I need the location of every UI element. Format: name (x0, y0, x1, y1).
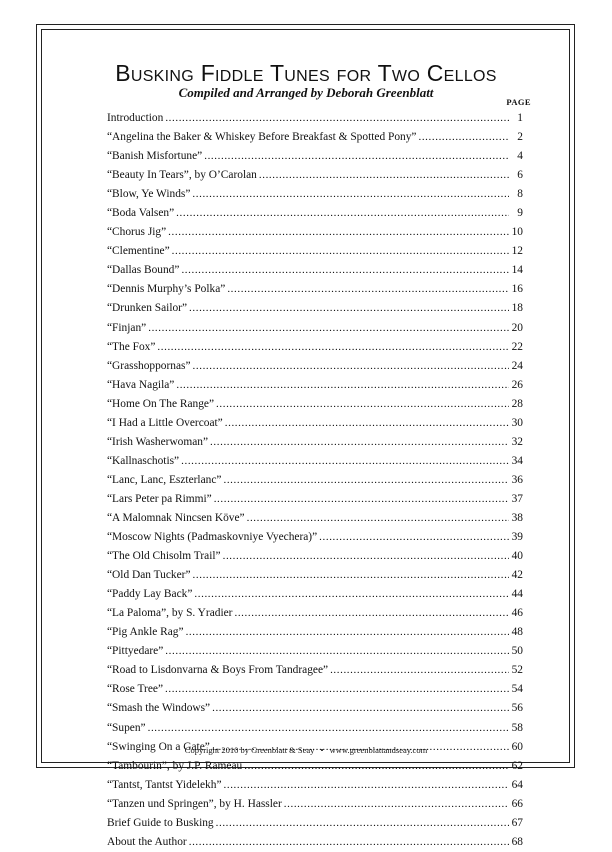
toc-entry-title: “Pig Ankle Rag” (107, 626, 184, 639)
toc-leader-dots (176, 376, 509, 395)
book-subtitle: Compiled and Arranged by Deborah Greenblatt (178, 85, 434, 100)
toc-entry-page: 38 (511, 511, 523, 524)
toc-entry-page: 50 (511, 645, 523, 658)
toc-entry-page: 44 (511, 588, 523, 601)
toc-entry (107, 223, 523, 242)
toc-leader-dots (210, 433, 509, 452)
toc-leader-dots (189, 833, 509, 852)
toc-entry-title: “Boda Valsen” (107, 207, 175, 220)
toc-entry (107, 585, 523, 604)
toc-entry-page: 64 (511, 778, 523, 791)
toc-leader-dots (157, 338, 509, 357)
toc-entry (107, 471, 523, 490)
toc-entry-title: “Grasshoppornas” (107, 359, 191, 372)
toc-entry (107, 795, 523, 814)
toc-entry-title: “Lars Peter pa Rimmi” (107, 492, 212, 505)
toc-entry-title: “Pittyedare” (107, 645, 164, 658)
toc-entry (107, 661, 523, 680)
toc-entry-page: 12 (511, 245, 523, 258)
toc-entry-title: “Home On The Range” (107, 397, 215, 410)
toc-leader-dots (148, 719, 509, 738)
toc-entry (107, 242, 523, 261)
toc-entry (107, 699, 523, 718)
toc-leader-dots (418, 128, 509, 147)
toc-entry-page: 40 (511, 550, 523, 563)
book-title: Busking Fiddle Tunes for Two Cellos (115, 60, 497, 86)
toc-entry (107, 509, 523, 528)
toc-leader-dots (216, 814, 509, 833)
toc-entry (107, 490, 523, 509)
toc-entry (107, 319, 523, 338)
toc-entry-title: “Dennis Murphy’s Polka” (107, 283, 226, 296)
toc-leader-dots (225, 414, 509, 433)
toc-entry-page: 18 (511, 302, 523, 315)
toc-entry-page: 54 (511, 683, 523, 696)
toc-entry (107, 128, 523, 147)
toc-entry (107, 204, 523, 223)
toc-entry-title: Brief Guide to Busking (107, 816, 214, 829)
toc-leader-dots (259, 166, 509, 185)
toc-entry-title: “Finjan” (107, 321, 147, 334)
toc-leader-dots (192, 185, 509, 204)
toc-leader-dots (223, 471, 509, 490)
toc-entry-page: 16 (511, 283, 523, 296)
toc-entry-page: 24 (511, 359, 523, 372)
toc-entry-title: “Smash the Windows” (107, 702, 211, 715)
toc-leader-dots (227, 280, 509, 299)
toc-entry-title: “Old Dan Tucker” (107, 569, 191, 582)
toc-leader-dots (168, 223, 509, 242)
toc-entry (107, 147, 523, 166)
toc-entry (107, 452, 523, 471)
toc-entry-page: 14 (511, 264, 523, 277)
toc-entry-page: 10 (511, 226, 523, 239)
toc-entry (107, 814, 523, 833)
toc-entry (107, 604, 523, 623)
toc-leader-dots (204, 147, 509, 166)
toc-entry (107, 357, 523, 376)
toc-entry-title: “Moscow Nights (Padmaskovniye Vyechera)” (107, 531, 318, 544)
toc-leader-dots (165, 109, 509, 128)
toc-entry-title: “Clementine” (107, 245, 170, 258)
toc-entry-title: “Paddy Lay Back” (107, 588, 193, 601)
toc-entry-title: About the Author (107, 835, 187, 848)
toc-entry-title: “I Had a Little Overcoat” (107, 416, 223, 429)
toc-entry-page: 4 (517, 150, 523, 163)
toc-entry (107, 547, 523, 566)
toc-entry (107, 109, 523, 128)
toc-leader-dots (181, 261, 509, 280)
toc-entry (107, 185, 523, 204)
toc-entry-title: “The Old Chisolm Trail” (107, 550, 221, 563)
toc-entry-page: 48 (511, 626, 523, 639)
toc-leader-dots (193, 357, 509, 376)
toc-entry-title: “Tanzen und Springen”, by H. Hassler (107, 797, 282, 810)
toc-entry-page: 2 (517, 131, 523, 144)
toc-leader-dots (214, 490, 509, 509)
toc-entry-title: “Dallas Bound” (107, 264, 180, 277)
toc-entry-page: 58 (511, 721, 523, 734)
toc-entry-title: “Blow, Ye Winds” (107, 188, 191, 201)
toc-leader-dots (165, 680, 509, 699)
toc-leader-dots (176, 204, 509, 223)
toc-leader-dots (165, 642, 509, 661)
toc-entry-title: “Road to Lisdonvarna & Boys From Tandragee” (107, 664, 329, 677)
toc-entry-title: “Swinging On a Gate” (107, 740, 210, 753)
toc-entry (107, 642, 523, 661)
toc-entry-page: 60 (511, 740, 523, 753)
toc-entry-page: 8 (517, 188, 523, 201)
footer (0, 745, 612, 755)
toc-entry-page: 22 (511, 340, 523, 353)
toc-leader-dots (186, 623, 509, 642)
toc-leader-dots (194, 585, 509, 604)
toc-leader-dots (223, 547, 509, 566)
toc-entry (107, 680, 523, 699)
toc-leader-dots (247, 509, 509, 528)
toc-entry (107, 166, 523, 185)
footer-separator: • (320, 745, 324, 755)
toc-entry-title: “Banish Misfortune” (107, 150, 203, 163)
toc-entry (107, 261, 523, 280)
toc-entry-page: 26 (511, 378, 523, 391)
toc-entry-page: 36 (511, 473, 523, 486)
toc-entry (107, 299, 523, 318)
toc-entry-title: “Lanc, Lanc, Eszterlanc” (107, 473, 222, 486)
table-of-contents (107, 109, 523, 852)
toc-entry-title: “Tantst, Tantst Yidelekh” (107, 778, 222, 791)
toc-entry-title: “Hava Nagila” (107, 378, 175, 391)
toc-entry-title: “La Paloma”, by S. Yradier (107, 607, 233, 620)
toc-entry-page: 67 (511, 816, 523, 829)
toc-entry (107, 566, 523, 585)
toc-entry-title: “Angelina the Baker & Whiskey Before Breakfast & Spotted Pony” (107, 131, 417, 144)
toc-leader-dots (284, 795, 509, 814)
toc-entry-page: 42 (511, 569, 523, 582)
toc-entry (107, 528, 523, 547)
toc-leader-dots (193, 566, 509, 585)
toc-entry-page: 37 (511, 492, 523, 505)
toc-entry (107, 395, 523, 414)
toc-entry-title: “Beauty In Tears”, by O’Carolan (107, 169, 257, 182)
toc-entry (107, 757, 523, 776)
toc-entry (107, 280, 523, 299)
toc-entry (107, 414, 523, 433)
page-column-header: PAGE (506, 97, 531, 107)
toc-entry-page: 30 (511, 416, 523, 429)
toc-entry-page: 66 (511, 797, 523, 810)
toc-entry-page: 62 (511, 759, 523, 772)
toc-entry (107, 433, 523, 452)
toc-entry-title: “The Fox” (107, 340, 156, 353)
toc-entry-page: 20 (511, 321, 523, 334)
toc-entry-page: 68 (511, 835, 523, 848)
toc-entry-title: Introduction (107, 112, 164, 124)
toc-entry-page: 34 (511, 454, 523, 467)
toc-leader-dots (216, 395, 509, 414)
toc-entry-page: 9 (517, 207, 523, 220)
toc-entry-page: 28 (511, 397, 523, 410)
toc-entry (107, 338, 523, 357)
toc-leader-dots (172, 242, 509, 261)
toc-leader-dots (189, 299, 509, 318)
toc-entry-title: “Rose Tree” (107, 683, 163, 696)
toc-entry-title: “Kallnaschotis” (107, 454, 180, 467)
copyright-text: Copyright 2010 by Greenblatt & Seay (184, 745, 315, 755)
toc-leader-dots (319, 528, 509, 547)
toc-entry-page: 6 (517, 169, 523, 182)
toc-entry-page: 56 (511, 702, 523, 715)
toc-entry-title: “Chorus Jig” (107, 226, 167, 239)
toc-leader-dots (234, 604, 509, 623)
toc-leader-dots (181, 452, 509, 471)
toc-entry-page: 52 (511, 664, 523, 677)
toc-leader-dots (212, 699, 509, 718)
toc-entry-title: “Drunken Sailor” (107, 302, 188, 315)
toc-entry (107, 623, 523, 642)
toc-entry-title: “A Malomnak Nincsen Köve” (107, 511, 245, 524)
toc-entry (107, 376, 523, 395)
toc-leader-dots (330, 661, 509, 680)
toc-entry-title: “Supen” (107, 721, 146, 734)
toc-entry (107, 833, 523, 852)
website-text: www.greenblattandseay.com (329, 745, 428, 755)
toc-entry-page: 39 (511, 531, 523, 544)
toc-entry-title: “Irish Washerwoman” (107, 435, 209, 448)
toc-leader-dots (148, 319, 509, 338)
toc-entry-title: “Tambourin”, by J.P. Rameau (107, 759, 243, 772)
toc-entry (107, 719, 523, 738)
toc-entry-page: 32 (511, 435, 523, 448)
toc-entry-page: 1 (517, 112, 523, 124)
toc-leader-dots (244, 757, 509, 776)
toc-entry-page: 46 (511, 607, 523, 620)
